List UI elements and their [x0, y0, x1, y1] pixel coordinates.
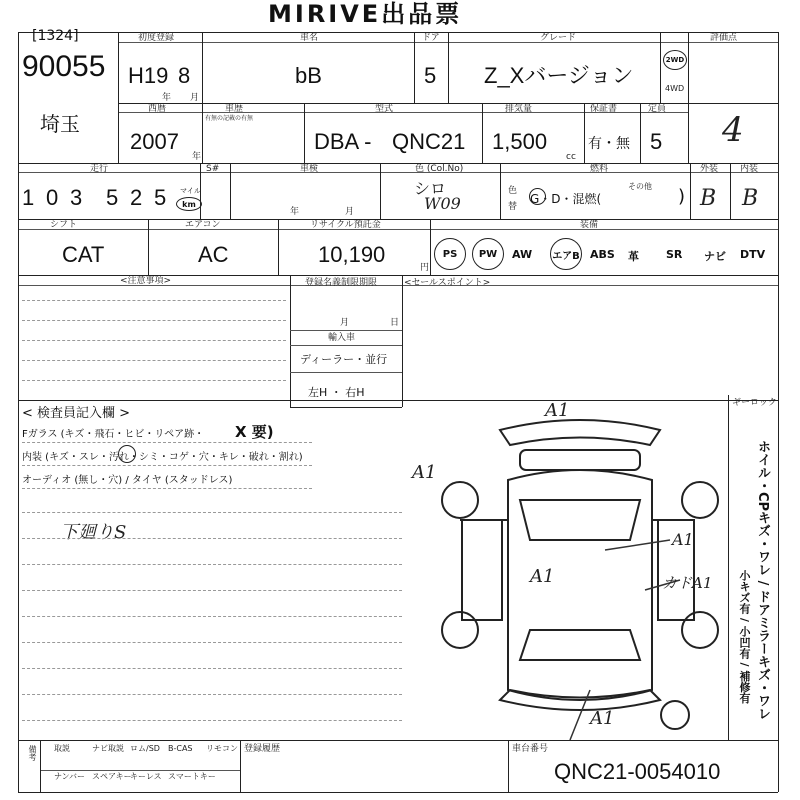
warranty-value: 有・無	[588, 136, 630, 152]
bottom-label: 取説	[54, 744, 70, 753]
displacement-value: 1,500	[492, 129, 548, 154]
label-import: 輸入車	[328, 333, 356, 343]
mileage-digit: 5	[154, 185, 167, 210]
car-name-value: bB	[295, 63, 322, 88]
bottom-label: スペアキー	[92, 772, 132, 781]
damage-mark: A1	[590, 708, 615, 729]
label-equipment: 装備	[580, 220, 599, 230]
label-registration-history: 登録履歴	[244, 744, 281, 754]
color-code: W09	[424, 194, 461, 213]
label-year-2: 年	[192, 152, 202, 162]
label-year: 年	[162, 93, 172, 103]
label-car-name: 車名	[300, 33, 319, 43]
label-shift: シフト	[50, 220, 78, 230]
label-model-year: 西暦	[148, 104, 167, 114]
equipment-item: AW	[512, 248, 533, 261]
label-recycle: リサイクル預託金	[310, 220, 381, 230]
label-mileage: 走行	[90, 164, 109, 174]
label-warranty: 保証書	[590, 104, 618, 114]
label-first-reg: 初度登録	[138, 33, 175, 43]
interior-line: 内装 (キズ・スレ・汚れ・シミ・コゲ・穴・キレ・破れ・割れ)	[22, 452, 303, 463]
drive-4wd: 4WD	[665, 84, 685, 93]
fuel-gasoline-circle	[529, 188, 546, 205]
equipment-item: PS	[434, 238, 466, 270]
label-grade: グレード	[540, 33, 577, 43]
label-inspection: 車検	[300, 164, 319, 174]
recycle-value: 10,190	[318, 242, 386, 267]
bottom-label: ロム/SD	[130, 744, 160, 753]
label-score: 評価点	[710, 33, 738, 43]
label-displacement: 排気量	[505, 104, 533, 114]
equipment-item: DTV	[740, 248, 766, 261]
equipment-item: PW	[472, 238, 504, 270]
label-exterior: 外装	[700, 164, 719, 174]
label-color: 色 (Col.No)	[415, 164, 464, 174]
bottom-label: スマートキー	[168, 772, 216, 781]
history-note: 有無の記載の有無	[205, 115, 254, 122]
model-year-value: 2007	[130, 129, 179, 154]
fuel-other: その他	[628, 182, 652, 191]
car-diagram	[420, 400, 720, 740]
mileage-digit: 1	[22, 185, 35, 210]
interior-score: B	[742, 186, 759, 211]
label-chassis-number: 車台番号	[512, 744, 549, 754]
label-cc: cc	[566, 152, 576, 162]
label-notes: 備考	[28, 745, 37, 761]
glass-line: Fガラス (キズ・飛石・ヒビ・リペア跡・	[22, 429, 205, 440]
equipment-item: ナビ	[704, 250, 726, 263]
mileage-digit: 2	[130, 185, 143, 210]
mileage-unit-mile: マイル	[180, 187, 201, 195]
label-month: 月	[190, 93, 200, 103]
label-doors: ドア	[422, 33, 440, 43]
aircon-value: AC	[198, 242, 229, 267]
lot-number: 90055	[22, 50, 106, 83]
label-fuel: 燃料	[590, 164, 609, 174]
equipment-item: ABS	[590, 248, 615, 261]
damage-mark: A1	[412, 462, 437, 483]
handle-option: 左H ・ 右H	[308, 386, 365, 399]
label-yen: 円	[420, 263, 430, 273]
doors-value: 5	[424, 63, 437, 88]
glass-mark: X 要)	[235, 423, 274, 441]
bottom-label: リモコン	[206, 744, 238, 753]
lot-region: 埼玉	[40, 112, 80, 136]
equipment-item: SR	[666, 248, 683, 261]
sheet-title: MIRIVE出品票	[268, 0, 463, 28]
wheel-note-2: 小キズ有 / 小凹有 / 補修有	[738, 570, 751, 704]
label-day: 日	[390, 318, 400, 328]
audio-line: オーディオ (無し・穴) / タイヤ (スタッドレス)	[22, 475, 233, 486]
label-color-small: 色	[508, 186, 518, 196]
wheel-note: ホイル・CPキズ・ワレ / ドアミラーキズ・ワレ	[755, 440, 770, 720]
fuel-options: G・D・混燃(	[530, 192, 602, 206]
mileage-digit: 3	[70, 185, 83, 210]
damage-mark: A1	[545, 400, 570, 421]
color-name: シロ	[414, 179, 447, 198]
label-model: 型式	[375, 104, 394, 114]
label-month-2: 月	[345, 207, 355, 217]
mileage-digit: 5	[106, 185, 119, 210]
bottom-label: ナンバー	[54, 772, 86, 781]
label-vehicle-history: 車歴	[225, 104, 244, 114]
bottom-label: ナビ取説	[92, 744, 124, 753]
first-reg-month: 8	[178, 63, 191, 88]
model-code: QNC21	[392, 129, 466, 154]
fuel-close: )	[678, 186, 686, 207]
bottom-label: キーレス	[130, 772, 162, 781]
score-value: 4	[722, 110, 744, 150]
label-gear-lock: ギーロック	[732, 398, 777, 408]
label-deadline: 登録名義制限期限	[305, 278, 378, 288]
damage-mark: カドA1	[662, 574, 713, 592]
label-sharp: S#	[206, 164, 220, 174]
drive-2wd-circled: 2WD	[663, 50, 687, 70]
label-capacity: 定員	[648, 104, 667, 114]
equipment-item: 革	[628, 250, 639, 263]
capacity-value: 5	[650, 129, 663, 154]
mileage-digit: 0	[46, 185, 59, 210]
mileage-unit-km-circled: km	[176, 197, 202, 211]
label-sales-points: <セールスポイント>	[404, 278, 491, 288]
label-aircon: エアコン	[185, 220, 221, 230]
exterior-score: B	[700, 186, 717, 211]
chassis-number-value: QNC21-0054010	[554, 759, 721, 784]
damage-mark: A1	[672, 530, 694, 549]
lot-code: [1324]	[32, 28, 79, 44]
grade-value: Z_Xバージョン	[484, 63, 634, 88]
label-caution: <注意事項>	[120, 276, 172, 286]
dealer-option: ディーラー・並行	[300, 353, 388, 366]
first-reg-year: H19	[128, 63, 169, 88]
label-month-3: 月	[340, 318, 350, 328]
label-replace: 替	[508, 202, 518, 212]
label-interior: 内装	[740, 164, 759, 174]
model-prefix: DBA -	[314, 129, 372, 154]
label-year-3: 年	[290, 207, 300, 217]
equipment-item: エアB	[550, 238, 582, 270]
bottom-label: B-CAS	[168, 744, 193, 753]
inspector-note: 下廻りS	[60, 522, 127, 543]
shift-value: CAT	[62, 242, 105, 267]
damage-mark: A1	[530, 566, 555, 587]
interior-stain-circle	[118, 445, 136, 463]
label-inspector: < 検査員記入欄 >	[22, 406, 131, 421]
